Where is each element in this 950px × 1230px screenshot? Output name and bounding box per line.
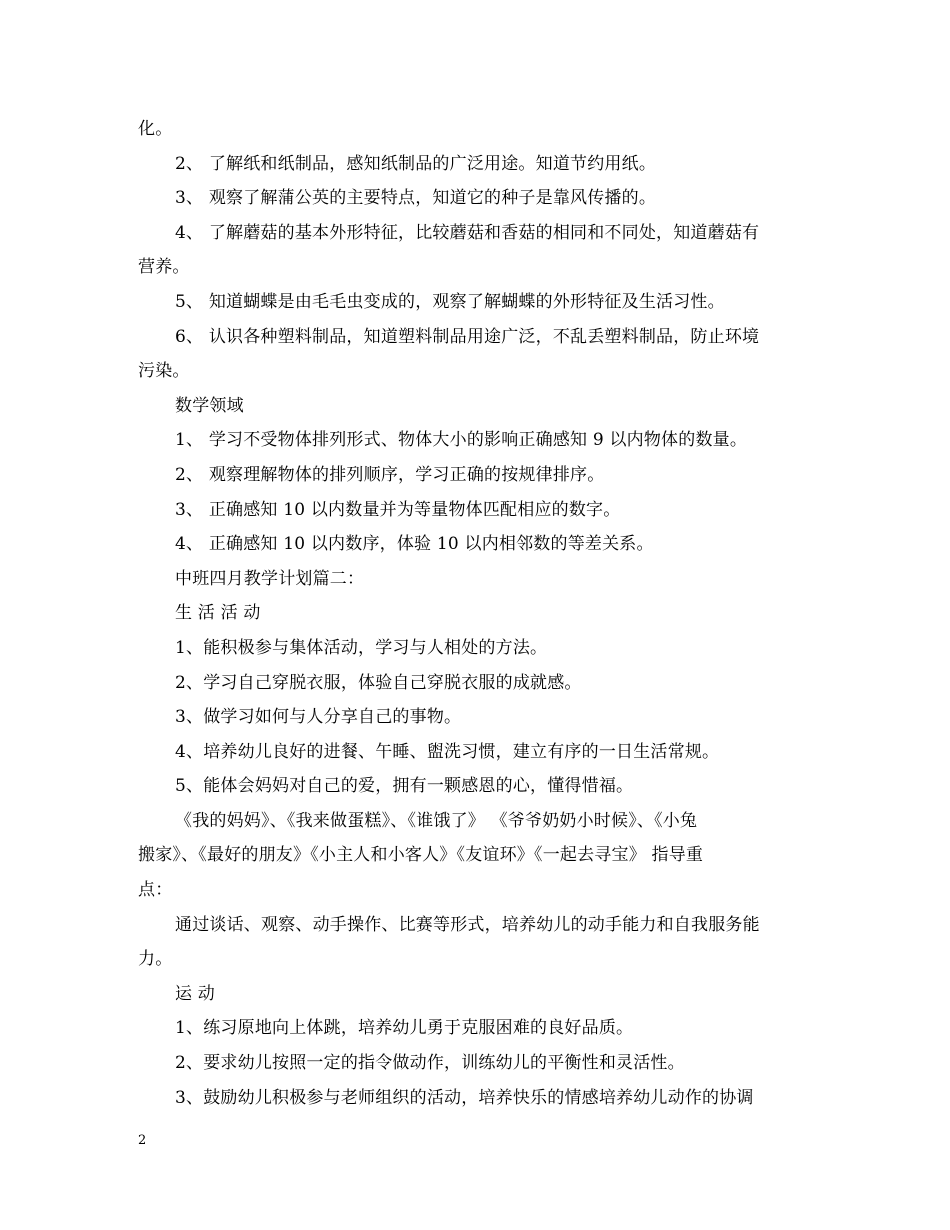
list-item: 2、学习自己穿脱衣服，体验自己穿脱衣服的成就感。 (175, 672, 582, 693)
list-item: 4、培养幼儿良好的进餐、午睡、盥洗习惯，建立有序的一日生活常规。 (175, 741, 720, 762)
list-item: 3、 正确感知 10 以内数量并为等量物体匹配相应的数字。 (175, 499, 621, 520)
list-item: 1、能积极参与集体活动，学习与人相处的方法。 (175, 637, 548, 658)
list-item: 2、 了解纸和纸制品，感知纸制品的广泛用途。知道节约用纸。 (175, 153, 657, 174)
text-line: 营养。 (138, 257, 190, 278)
section-heading: 生 活 活 动 (175, 603, 261, 624)
list-item: 2、要求幼儿按照一定的指令做动作，训练幼儿的平衡性和灵活性。 (175, 1053, 685, 1074)
section-heading: 运 动 (175, 983, 216, 1004)
list-item: 2、 观察理解物体的排列顺序，学习正确的按规律排序。 (175, 464, 605, 485)
text-line: 化。 (138, 119, 173, 139)
text-line: 污染。 (138, 361, 190, 382)
list-item: 6、 认识各种塑料制品，知道塑料制品用途广泛，不乱丢塑料制品，防止环境 (175, 326, 760, 347)
text-line: 搬家》、《最好的朋友》《小主人和小客人》《友谊环》《一起去寻宝》 指导重 (138, 845, 704, 866)
section-heading: 数学领域 (175, 395, 244, 416)
list-item: 4、 了解蘑菇的基本外形特征，比较蘑菇和香菇的相同和不同处，知道蘑菇有 (175, 222, 760, 243)
text-line: 《我的妈妈》、《我来做蛋糕》、《谁饿了》 《爷爷奶奶小时候》、《小兔 (175, 810, 698, 831)
page-number: 2 (138, 1133, 147, 1148)
list-item: 1、 学习不受物体排列形式、物体大小的影响正确感知 9 以内物体的数量。 (175, 430, 748, 451)
list-item: 5、能体会妈妈对自己的爱，拥有一颗感恩的心，懂得惜福。 (175, 776, 634, 797)
text-line: 通过谈话、观察、动手操作、比赛等形式，培养幼儿的动手能力和自我服务能 (175, 914, 760, 935)
text-line: 力。 (138, 949, 173, 970)
text-line: 点： (138, 880, 173, 901)
page-body (138, 112, 814, 1115)
list-item: 3、鼓励幼儿积极参与老师组织的活动，培养快乐的情感培养幼儿动作的协调 (175, 1087, 754, 1108)
section-heading: 中班四月教学计划篇二： (175, 568, 365, 589)
list-item: 1、练习原地向上体跳，培养幼儿勇于克服困难的良好品质。 (175, 1018, 634, 1039)
list-item: 4、 正确感知 10 以内数序，体验 10 以内相邻数的等差关系。 (175, 534, 654, 555)
list-item: 3、做学习如何与人分享自己的事物。 (175, 707, 462, 728)
list-item: 5、 知道蝴蝶是由毛毛虫变成的，观察了解蝴蝶的外形特征及生活习性。 (175, 291, 725, 312)
list-item: 3、 观察了解蒲公英的主要特点，知道它的种子是靠风传播的。 (175, 188, 657, 209)
